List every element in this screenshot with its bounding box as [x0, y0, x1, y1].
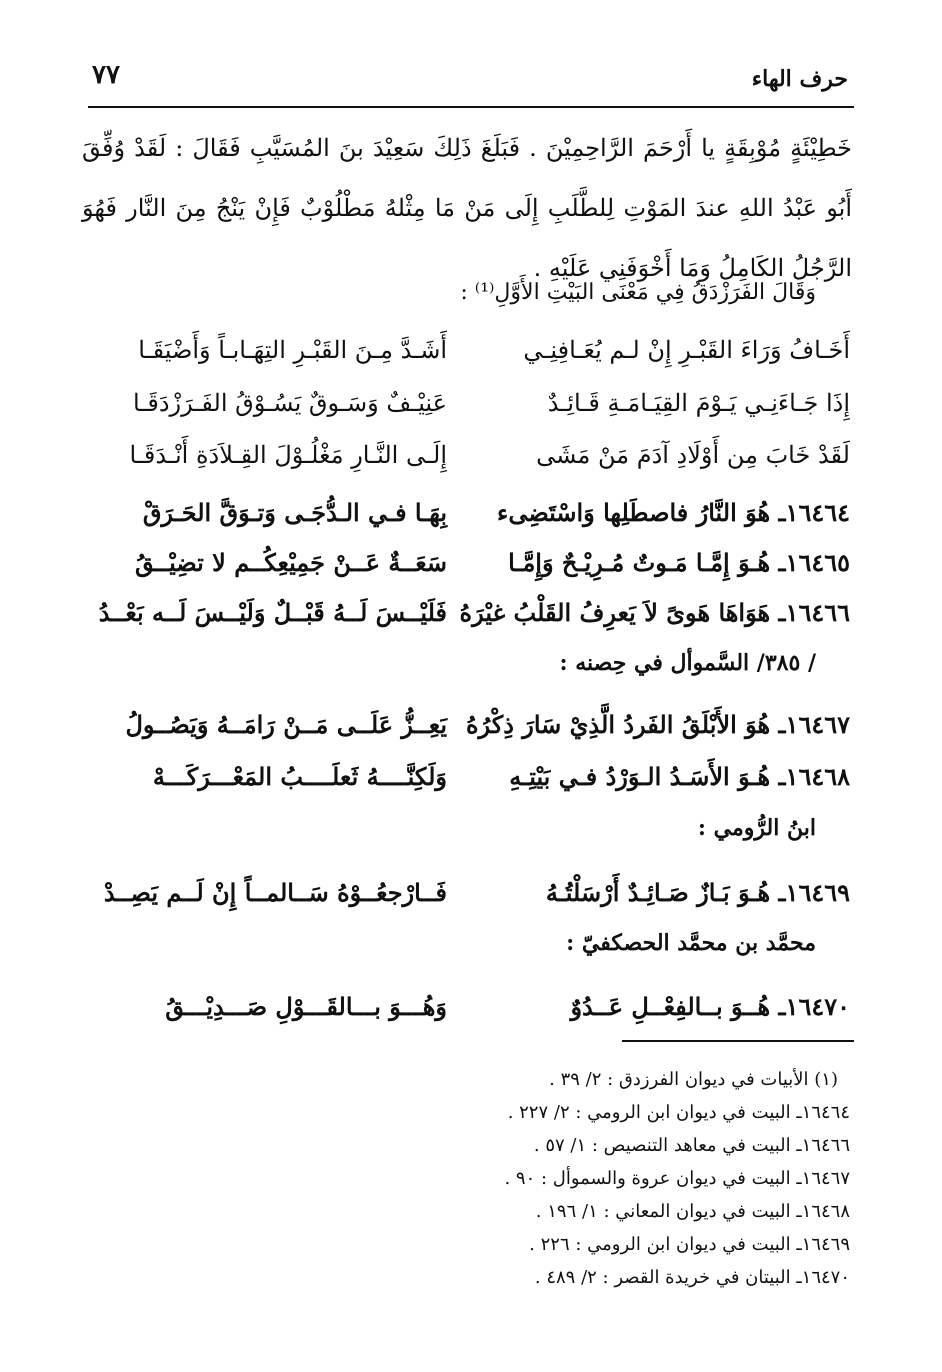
- verse-line-numbered: [0, 982, 942, 1032]
- footnote: ١٦٤٧٠ـ البيتان في خريدة القصر : ٢/ ٤٨٩ .: [534, 1267, 850, 1288]
- verse-hemistich-right: ١٦٤٦٨ـ هُـوَ الأَسَـدُ الـوَرْدُ فـي بَيْتِـهِ: [509, 762, 850, 791]
- verse-hemistich-right: ١٦٤٦٧ـ هُوَ الأَبْلَقُ الفَردُ الَّذِيْ سَارَ ذِكْرُهُ: [465, 710, 850, 739]
- verse-hemistich-left: وَهُـــوَ بـــالقَـــوْلِ صَـــدِيْـــقُ: [165, 992, 447, 1021]
- verse-line-numbered: [0, 700, 942, 750]
- verse-line: [0, 325, 942, 375]
- verse-hemistich-left: سَعَــةٌ عَــنْ جَمِيْعِكُــم لا تضِيْــقُ: [134, 548, 447, 577]
- verse-hemistich-right: لَقَدْ خَابَ مِن أَوْلَادِ آدَمَ مَنْ مَشَى: [536, 441, 850, 469]
- verse-line-numbered: [0, 538, 942, 588]
- verse-line-numbered: [0, 588, 942, 638]
- running-header-title: حرف الهاء: [751, 66, 848, 92]
- footnote: ١٦٤٦٦ـ البيت في معاهد التنصيص : ١/ ٥٧ .: [533, 1135, 850, 1156]
- footnote: ١٦٤٦٤ـ البيت في ديوان ابن الرومي : ٢/ ٢٢٧ .: [507, 1102, 850, 1123]
- verse-hemistich-right: ١٦٤٦٦ـ هَوَاهَا هَوىً لاَ يَعرِفُ القَلْبُ غيْرَهُ: [459, 598, 850, 627]
- verse-line-numbered: [0, 752, 942, 802]
- verse-hemistich-left: بِهَـا فـي الـدُّجَـى وَتـوَقَّ الحَـرَقْ: [142, 498, 447, 527]
- verse-line: [0, 378, 942, 428]
- verse-hemistich-left: عَنِيْـفٌ وَسَـوقٌ يَسُـوْقُ الفَـرَزْدَقَـا: [133, 389, 447, 417]
- header-divider: [88, 106, 854, 108]
- footnote: ١٦٤٦٧ـ البيت في ديوان عروة والسموأل : ٩٠ .: [504, 1168, 850, 1189]
- verse-hemistich-left: إِلَـى النَّـارِ مَغْلُـوْلَ القِـلاَدَةِ أَنْـدَقَـا: [129, 441, 447, 469]
- verse-hemistich-right: ١٦٤٦٩ـ هُـوَ بَـازٌ صَـائِـدٌ أَرْسَلْتُـهُ: [545, 878, 850, 907]
- verse-hemistich-left: فَــارْجعُــوْهُ سَــالمــاً إِنْ لَــم يَصِــدْ: [103, 878, 447, 907]
- verse-line: [0, 430, 942, 480]
- verse-hemistich-right: ١٦٤٦٤ـ هُوَ النَّارُ فاصطَلِها وَاسْتَضِىء: [497, 498, 850, 527]
- page-number: ٧٧: [92, 60, 120, 90]
- footnote: ١٦٤٦٨ـ البيت في ديوان المعاني : ١/ ١٩٦ .: [535, 1201, 850, 1222]
- verse-hemistich-left: فَلَيْــسَ لَــهُ قَبْــلٌ وَلَيْــسَ لَــه بَعْــدُ: [98, 598, 447, 627]
- prose-block: [82, 118, 852, 298]
- footnote: (١) الأبيات في ديوان الفرزدق : ٢/ ٣٩ .: [549, 1069, 838, 1090]
- footnote: ١٦٤٦٩ـ البيت في ديوان ابن الرومي : ٢٢٦ .: [529, 1234, 850, 1255]
- verse-hemistich-left: وَلَكِنَّــــهُ ثَعلَــــبُ المَعْـــرَكَـــهْ: [152, 762, 447, 791]
- verse-line-numbered: [0, 488, 942, 538]
- intro-hasakfi: محمَّد بن محمَّد الحصكفيّ :: [566, 930, 816, 956]
- verse-hemistich-left: أَشَـدَّ مِـنَ القَبْـرِ التِهَـابـاً وَأَضْيَقَـا: [138, 336, 447, 364]
- prose-paragraph: خَطِيْئَةٍ مُوْبِقَةٍ يا أَرْحَمَ الرَّاحِمِيْنَ . فَبَلَغَ ذَلِكَ سَعِيْدَ بنَ المُسَيَّبِ فَقَالَ : لَقَدْ وُفِّقَ أَبُو عَبْدُ اللهِ عندَ المَوْتِ لِلطَّلَبِ إِلَى مَنْ مَا مِثْلهُ مَطْلُوْبٌ فَإِنْ يَنْجُ مِنَ النَّار فَهُوَ الرَّجُلُ الكَامِلُ وَمَا أَخْوَفَنِي عَلَيْهِ .: [82, 134, 852, 282]
- intro-farazdaq: وَقَالَ الفَرَزْدَقُ فِي مَعْنَى البَيْتِ الأَوَّلِ⁽¹⁾ :: [460, 280, 816, 305]
- verse-hemistich-right: ١٦٤٧٠ـ هُــوَ بــالفِعْــلِ عَــدُوٌ: [570, 992, 850, 1021]
- verse-hemistich-right: أَخَـافُ وَرَاءَ القَبْـرِ إِنْ لـم يُعَـافِنِـي: [523, 336, 850, 364]
- verse-hemistich-right: ١٦٤٦٥ـ هُـوَ إِمَّـا مَـوتٌ مُـرِيْـحٌ وَإِمَّـا: [508, 548, 850, 577]
- intro-rumi: ابنُ الرُّومي :: [697, 815, 816, 841]
- verse-hemistich-left: يَعِــزُّ عَلَــى مَــنْ رَامَــهُ وَيَصُــولُ: [125, 710, 447, 739]
- intro-samawal: / ٣٨٥/ السَّموأل في حِصنه :: [559, 650, 816, 676]
- verse-line-numbered: [0, 868, 942, 918]
- verse-hemistich-right: إِذَا جَـاءَنِـي يَـوْمَ القِيَـامَـةِ قَـائِـدٌ: [547, 389, 850, 417]
- footnote-divider: [622, 1040, 854, 1042]
